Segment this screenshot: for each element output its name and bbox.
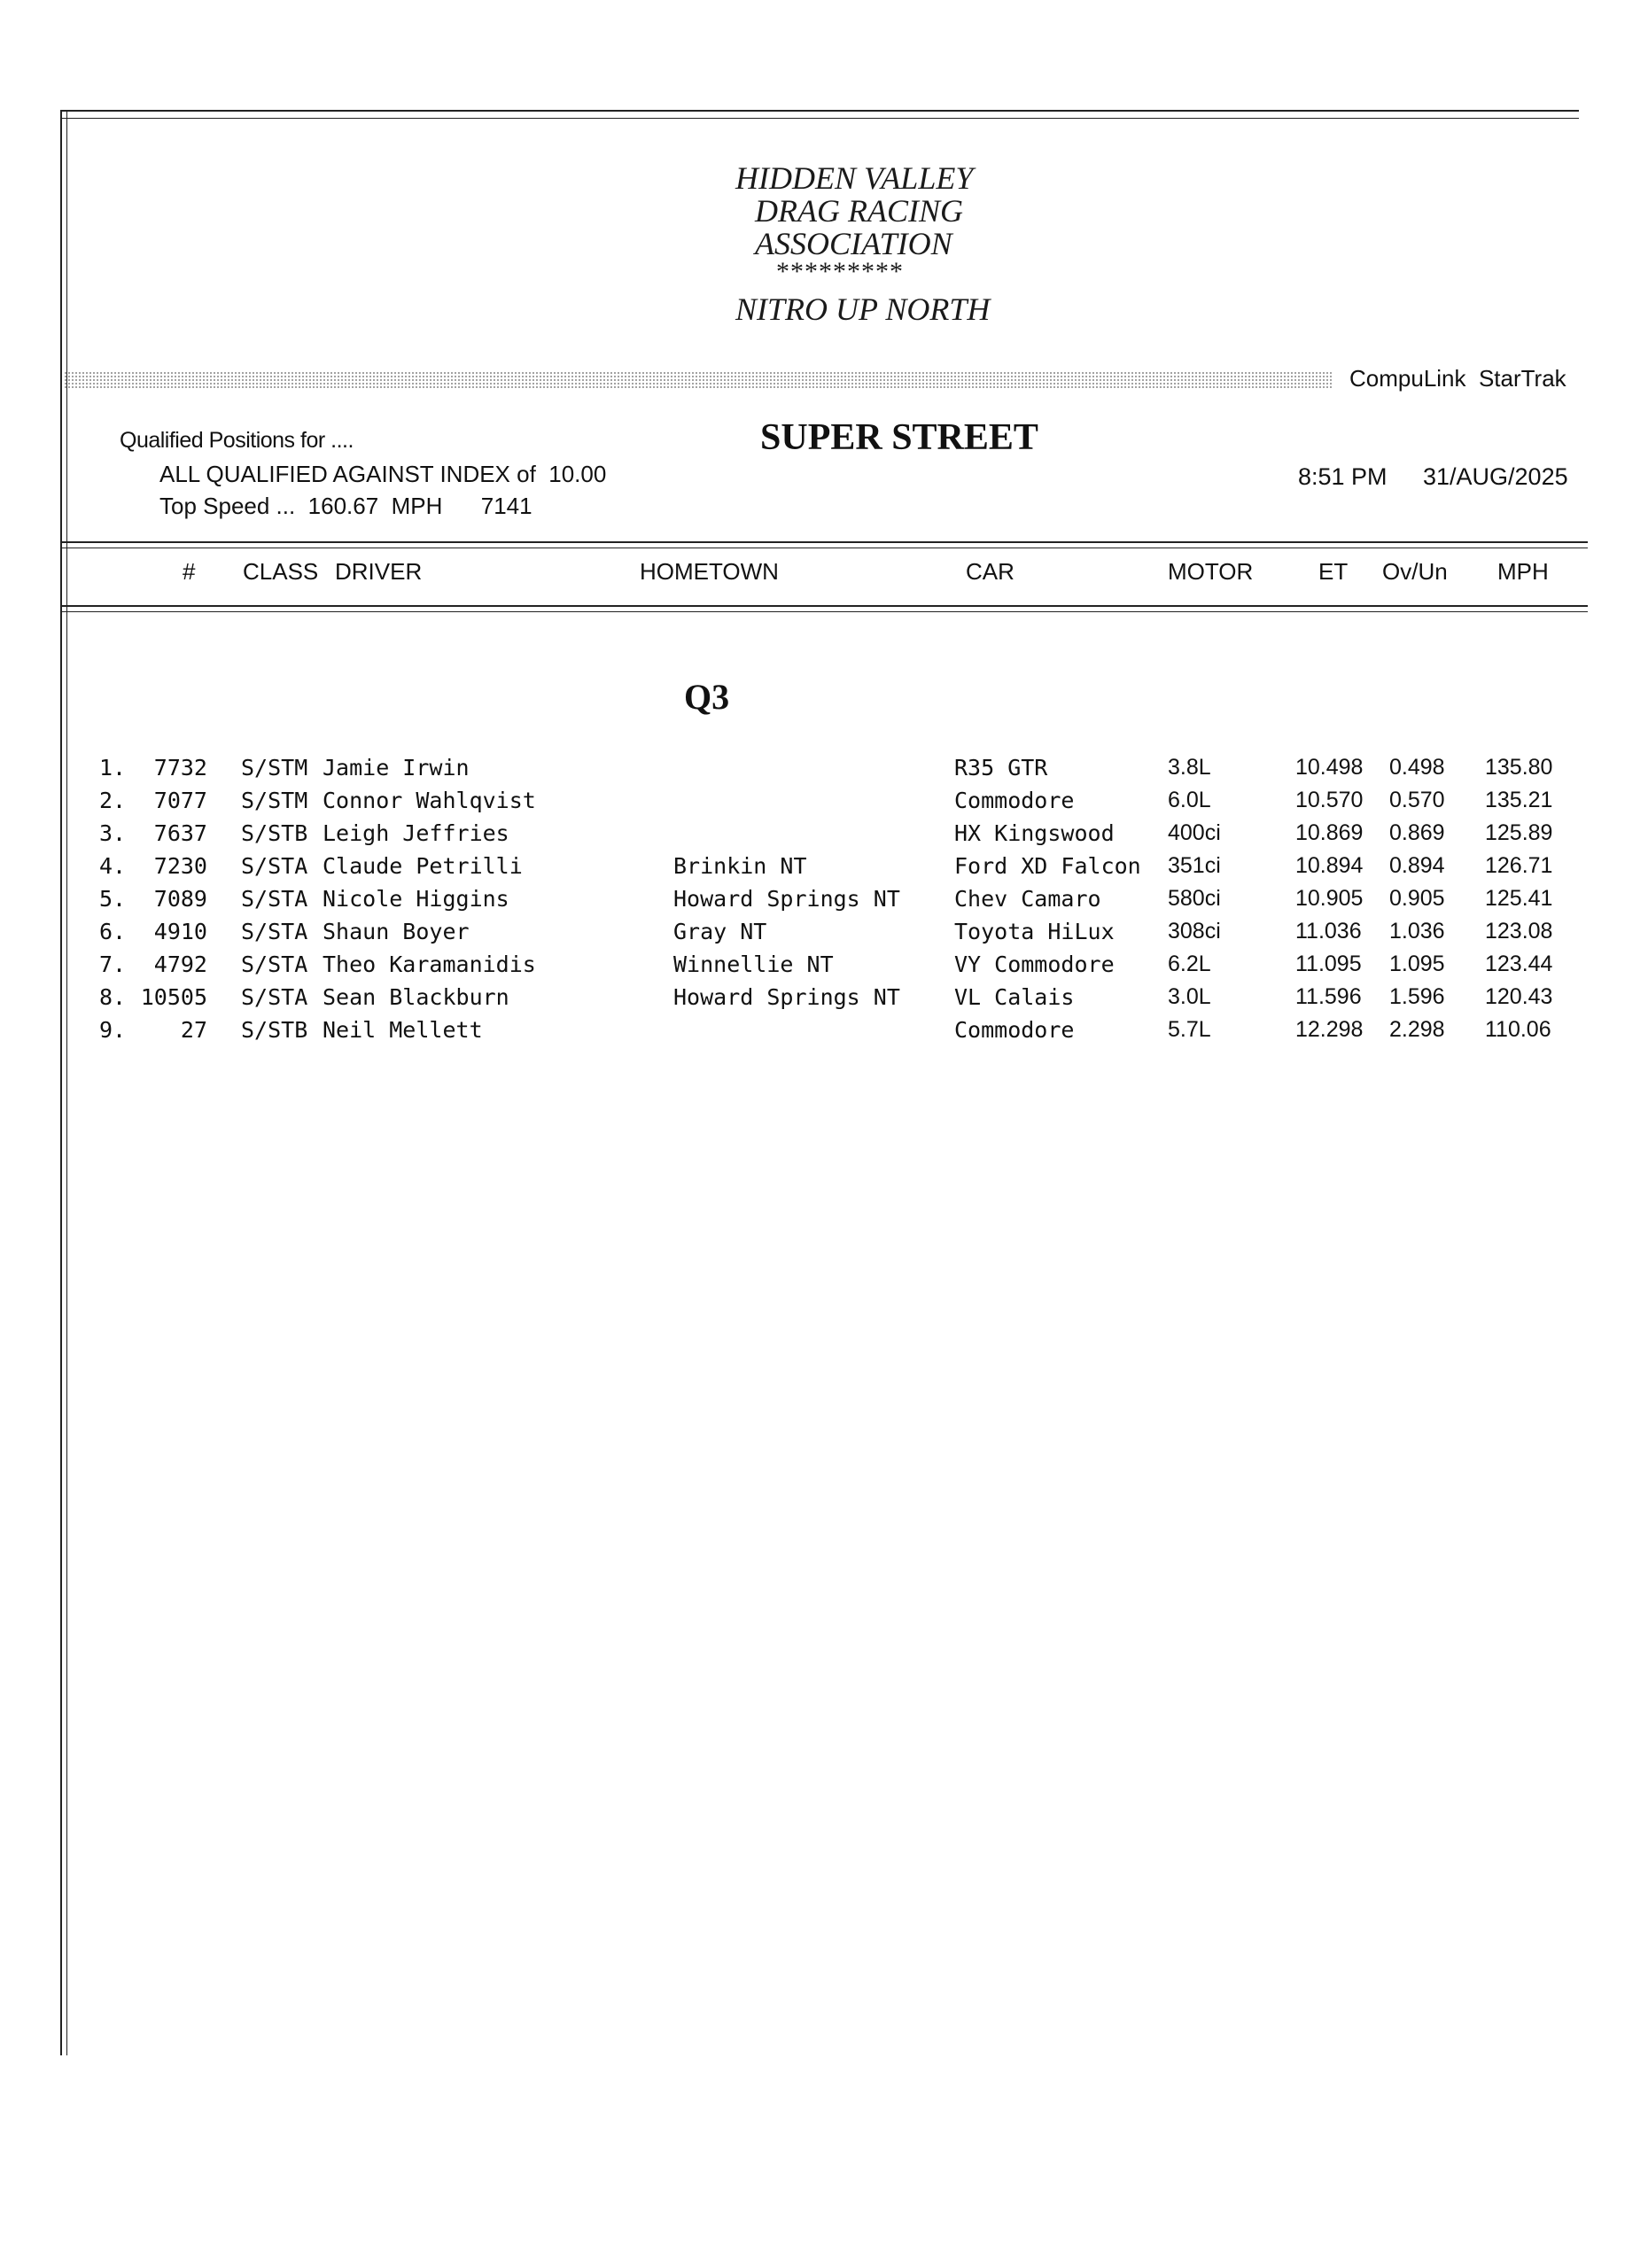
class-title: SUPER STREET [760,417,1038,458]
cell-driver: Connor Wahlqvist [323,788,536,813]
cell-motor: 6.2L [1168,951,1211,976]
cell-pos: 7. [99,951,127,977]
col-num: # [183,558,196,585]
event-name: NITRO UP NORTH [735,291,991,327]
cell-mph: 126.71 [1485,853,1553,878]
cell-class: S/STB [241,1017,308,1043]
cell-car: Ford XD Falcon [954,853,1141,879]
cell-num: 4910 [153,919,207,944]
cell-motor: 6.0L [1168,788,1211,812]
cell-et: 10.498 [1295,755,1364,780]
cell-ovun: 0.905 [1389,886,1445,911]
left-rule-1 [60,110,62,2055]
cell-hometown: Winnellie NT [673,951,834,977]
cell-et: 10.570 [1295,788,1364,812]
cell-num: 7230 [153,853,207,879]
cell-motor: 351ci [1168,853,1221,878]
cell-driver: Jamie Irwin [323,755,470,781]
cell-mph: 123.44 [1485,951,1553,976]
cell-class: S/STA [241,984,308,1010]
cell-class: S/STM [241,788,308,813]
cell-ovun: 1.036 [1389,919,1445,944]
cell-hometown: Howard Springs NT [673,984,900,1010]
cell-ovun: 0.894 [1389,853,1445,878]
cell-driver: Neil Mellett [323,1017,483,1043]
col-et: ET [1318,558,1349,585]
cell-et: 10.905 [1295,886,1364,911]
col-car: CAR [966,558,1014,585]
index-line: ALL QUALIFIED AGAINST INDEX of 10.00 [159,461,607,487]
col-motor: MOTOR [1168,558,1254,585]
col-driver: DRIVER [335,558,423,585]
cell-car: R35 GTR [954,755,1048,781]
cell-motor: 5.7L [1168,1017,1211,1042]
org-line-1: HIDDEN VALLEY [735,160,974,196]
cell-num: 4792 [153,951,207,977]
cell-et: 10.894 [1295,853,1364,878]
qualified-for-label: Qualified Positions for .... [120,428,354,453]
cell-et: 11.095 [1295,951,1362,976]
left-rule-2 [66,110,67,2055]
table-row [0,853,1648,885]
cell-pos: 5. [99,886,127,912]
cell-class: S/STA [241,853,308,879]
cell-mph: 120.43 [1485,984,1553,1009]
cell-pos: 6. [99,919,127,944]
top-speed-line: Top Speed ... 160.67 MPH 7141 [159,493,532,519]
cell-hometown: Gray NT [673,919,767,944]
cell-ovun: 1.095 [1389,951,1445,976]
cell-driver: Theo Karamanidis [323,951,536,977]
col-ovun: Ov/Un [1382,558,1448,585]
cell-class: S/STM [241,755,308,781]
header-rule-bottom-1 [62,605,1588,607]
header-rule-bottom-2 [62,611,1588,612]
cell-hometown: Brinkin NT [673,853,807,879]
cell-driver: Nicole Higgins [323,886,509,912]
table-row [0,788,1648,819]
report-date: 31/AUG/2025 [1423,463,1568,490]
stars-divider: ********* [776,257,904,286]
cell-mph: 135.21 [1485,788,1553,812]
cell-pos: 9. [99,1017,127,1043]
cell-ovun: 2.298 [1389,1017,1445,1042]
cell-class: S/STA [241,919,308,944]
cell-car: VY Commodore [954,951,1115,977]
cell-motor: 3.8L [1168,755,1211,780]
cell-pos: 1. [99,755,127,781]
cell-motor: 400ci [1168,820,1221,845]
cell-ovun: 1.596 [1389,984,1445,1009]
cell-motor: 308ci [1168,919,1221,944]
cell-driver: Claude Petrilli [323,853,523,879]
cell-mph: 125.41 [1485,886,1553,911]
org-line-2: DRAG RACING [755,193,963,229]
cell-class: S/STB [241,820,308,846]
cell-ovun: 0.869 [1389,820,1445,845]
cell-driver: Sean Blackburn [323,984,509,1010]
cell-num: 27 [180,1017,207,1043]
table-row [0,755,1648,787]
cell-class: S/STA [241,951,308,977]
report-time: 8:51 PM [1298,463,1388,490]
top-rule-2 [62,118,1579,119]
session-label: Q3 [684,677,730,717]
table-row [0,919,1648,951]
cell-hometown: Howard Springs NT [673,886,900,912]
cell-motor: 580ci [1168,886,1221,911]
cell-car: VL Calais [954,984,1075,1010]
table-row [0,951,1648,983]
cell-driver: Shaun Boyer [323,919,470,944]
cell-num: 10505 [140,984,207,1010]
table-row [0,984,1648,1016]
cell-pos: 8. [99,984,127,1010]
cell-car: Toyota HiLux [954,919,1115,944]
top-rule-1 [62,110,1579,112]
cell-pos: 3. [99,820,127,846]
cell-ovun: 0.570 [1389,788,1445,812]
cell-motor: 3.0L [1168,984,1211,1009]
cell-et: 12.298 [1295,1017,1364,1042]
cell-ovun: 0.498 [1389,755,1445,780]
cell-car: HX Kingswood [954,820,1115,846]
table-row [0,886,1648,918]
cell-et: 11.596 [1295,984,1362,1009]
table-row [0,1017,1648,1049]
col-class: CLASS [243,558,319,585]
dotted-band [64,371,1333,389]
cell-num: 7089 [153,886,207,912]
cell-mph: 135.80 [1485,755,1553,780]
cell-num: 7732 [153,755,207,781]
cell-num: 7077 [153,788,207,813]
header-rule-top-1 [62,541,1588,543]
cell-pos: 4. [99,853,127,879]
cell-mph: 125.89 [1485,820,1553,845]
col-hometown: HOMETOWN [640,558,779,585]
cell-driver: Leigh Jeffries [323,820,509,846]
org-line-3: ASSOCIATION [755,226,952,261]
cell-et: 10.869 [1295,820,1364,845]
cell-num: 7637 [153,820,207,846]
cell-et: 11.036 [1295,919,1362,944]
cell-class: S/STA [241,886,308,912]
cell-car: Commodore [954,788,1075,813]
table-row [0,820,1648,852]
cell-car: Commodore [954,1017,1075,1043]
cell-car: Chev Camaro [954,886,1101,912]
col-mph: MPH [1497,558,1549,585]
cell-pos: 2. [99,788,127,813]
cell-mph: 123.08 [1485,919,1553,944]
system-label: CompuLink StarTrak [1349,365,1566,392]
cell-mph: 110.06 [1485,1017,1551,1042]
